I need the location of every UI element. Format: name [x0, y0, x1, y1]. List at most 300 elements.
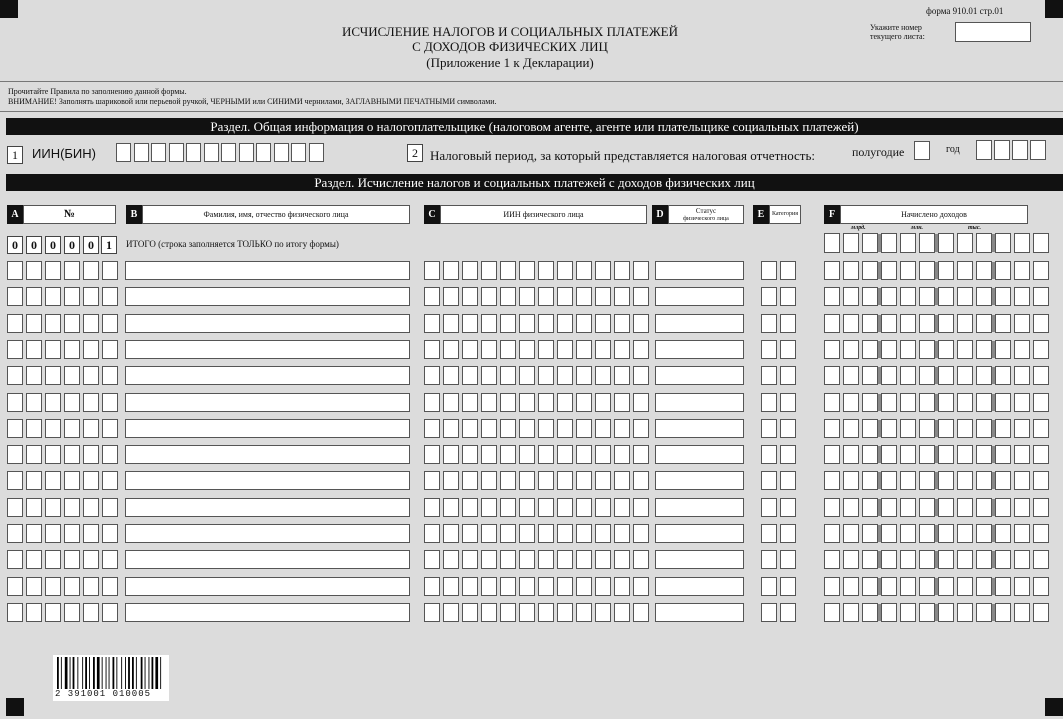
category-digit-cell[interactable] [761, 603, 777, 622]
income-digit-cell[interactable] [919, 498, 935, 517]
iin-digit-cell[interactable] [576, 393, 592, 412]
income-digit-cell[interactable] [843, 471, 859, 490]
iin-digit-cell[interactable] [443, 603, 459, 622]
iin-digit-cell[interactable] [462, 340, 478, 359]
income-digit-cell[interactable] [938, 366, 954, 385]
income-digit-cell[interactable] [995, 445, 1011, 464]
income-digit-cell[interactable] [919, 287, 935, 306]
row-number-digit-cell[interactable] [26, 366, 42, 385]
income-digit-cell[interactable] [843, 340, 859, 359]
iin-digit-cell[interactable] [614, 498, 630, 517]
iin-digit-cell[interactable] [576, 577, 592, 596]
income-digit-cell[interactable] [843, 445, 859, 464]
row-number-digit-cell[interactable] [83, 471, 99, 490]
row-number-digit-cell[interactable] [7, 445, 23, 464]
row-number-digit-cell[interactable] [26, 471, 42, 490]
row-number-digit-cell[interactable] [64, 524, 80, 543]
income-digit-cell[interactable] [938, 577, 954, 596]
iin-digit-cell[interactable] [576, 419, 592, 438]
income-digit-cell[interactable] [824, 366, 840, 385]
row-number-digit-cell[interactable] [7, 393, 23, 412]
row-number-digit-cell[interactable] [102, 498, 118, 517]
iin-digit-cell[interactable] [462, 261, 478, 280]
income-digit-cell[interactable] [938, 498, 954, 517]
iin-digit-cell[interactable] [481, 550, 497, 569]
row-number-digit-cell[interactable] [102, 366, 118, 385]
income-digit-cell[interactable] [900, 261, 916, 280]
income-digit-cell[interactable] [995, 603, 1011, 622]
iin-digit-cell[interactable] [462, 366, 478, 385]
iin-digit-cell[interactable] [462, 603, 478, 622]
income-digit-cell[interactable] [1033, 340, 1049, 359]
iin-digit-cell[interactable] [519, 340, 535, 359]
iin-digit-cell[interactable] [614, 366, 630, 385]
row-number-digit-cell[interactable] [102, 550, 118, 569]
iin-digit-cell[interactable] [462, 498, 478, 517]
full-name-input[interactable] [125, 445, 410, 464]
category-digit-cell[interactable] [761, 393, 777, 412]
iin-digit-cell[interactable] [424, 419, 440, 438]
row-number-digit-cell[interactable] [64, 445, 80, 464]
iin-digit-cell[interactable] [633, 314, 649, 333]
full-name-input[interactable] [125, 261, 410, 280]
iin-digit-cell[interactable] [557, 577, 573, 596]
income-digit-cell[interactable] [919, 419, 935, 438]
income-digit-cell[interactable] [938, 445, 954, 464]
income-digit-cell[interactable] [1014, 524, 1030, 543]
row-number-digit-cell[interactable] [83, 550, 99, 569]
iin-digit-cell[interactable] [633, 577, 649, 596]
income-digit-cell[interactable] [995, 498, 1011, 517]
row-number-digit-cell[interactable] [102, 340, 118, 359]
iin-digit-cell[interactable] [614, 445, 630, 464]
iin-digit-cell[interactable] [500, 498, 516, 517]
iin-digit-cell[interactable] [443, 419, 459, 438]
iin-digit-cell[interactable] [500, 445, 516, 464]
row-number-digit-cell[interactable] [45, 603, 61, 622]
iin-digit-cell[interactable] [519, 287, 535, 306]
income-digit-cell[interactable] [919, 603, 935, 622]
iin-bin-digit-cell[interactable] [151, 143, 166, 162]
row-number-digit-cell[interactable] [83, 498, 99, 517]
category-digit-cell[interactable] [780, 340, 796, 359]
income-digit-cell[interactable] [938, 550, 954, 569]
iin-digit-cell[interactable] [614, 471, 630, 490]
iin-digit-cell[interactable] [614, 261, 630, 280]
category-digit-cell[interactable] [780, 577, 796, 596]
category-digit-cell[interactable] [780, 261, 796, 280]
income-digit-cell[interactable] [938, 603, 954, 622]
row-number-digit-cell[interactable] [45, 314, 61, 333]
iin-digit-cell[interactable] [538, 261, 554, 280]
income-digit-cell[interactable] [824, 261, 840, 280]
status-input[interactable] [655, 287, 744, 306]
income-digit-cell[interactable] [1014, 577, 1030, 596]
income-digit-cell[interactable] [976, 577, 992, 596]
income-digit-cell[interactable] [900, 314, 916, 333]
iin-bin-digit-cell[interactable] [169, 143, 184, 162]
iin-digit-cell[interactable] [595, 603, 611, 622]
iin-digit-cell[interactable] [443, 524, 459, 543]
income-digit-cell[interactable] [976, 287, 992, 306]
category-digit-cell[interactable] [761, 419, 777, 438]
income-digit-cell[interactable] [1014, 340, 1030, 359]
status-input[interactable] [655, 419, 744, 438]
iin-digit-cell[interactable] [424, 550, 440, 569]
income-digit-cell[interactable] [843, 524, 859, 543]
category-digit-cell[interactable] [780, 393, 796, 412]
iin-digit-cell[interactable] [595, 471, 611, 490]
income-digit-cell[interactable] [1014, 603, 1030, 622]
row-number-digit-cell[interactable] [7, 603, 23, 622]
iin-digit-cell[interactable] [576, 340, 592, 359]
income-digit-cell[interactable] [976, 261, 992, 280]
iin-digit-cell[interactable] [633, 524, 649, 543]
iin-digit-cell[interactable] [500, 603, 516, 622]
iin-digit-cell[interactable] [595, 340, 611, 359]
iin-digit-cell[interactable] [633, 445, 649, 464]
row-number-digit-cell[interactable] [64, 261, 80, 280]
income-digit-cell[interactable] [919, 550, 935, 569]
iin-digit-cell[interactable] [576, 498, 592, 517]
category-digit-cell[interactable] [780, 471, 796, 490]
row-number-digit-cell[interactable] [26, 419, 42, 438]
income-digit-cell[interactable] [957, 366, 973, 385]
iin-digit-cell[interactable] [633, 366, 649, 385]
income-digit-cell[interactable] [881, 393, 897, 412]
income-digit-cell[interactable] [881, 340, 897, 359]
iin-digit-cell[interactable] [424, 471, 440, 490]
row-number-digit-cell[interactable] [83, 524, 99, 543]
income-digit-cell[interactable] [824, 314, 840, 333]
income-digit-cell[interactable] [824, 393, 840, 412]
row-number-digit-cell[interactable] [7, 577, 23, 596]
income-digit-cell[interactable] [1014, 419, 1030, 438]
income-digit-cell[interactable] [843, 366, 859, 385]
income-digit-cell[interactable] [1033, 233, 1049, 253]
iin-digit-cell[interactable] [443, 287, 459, 306]
full-name-input[interactable] [125, 498, 410, 517]
iin-digit-cell[interactable] [557, 445, 573, 464]
row-number-digit-cell[interactable] [64, 393, 80, 412]
status-input[interactable] [655, 340, 744, 359]
income-digit-cell[interactable] [995, 261, 1011, 280]
row-number-digit-cell[interactable] [7, 340, 23, 359]
iin-digit-cell[interactable] [633, 603, 649, 622]
category-digit-cell[interactable] [761, 366, 777, 385]
iin-digit-cell[interactable] [538, 550, 554, 569]
iin-digit-cell[interactable] [462, 314, 478, 333]
year-digit-cell[interactable] [1030, 140, 1046, 160]
row-number-digit-cell[interactable] [26, 261, 42, 280]
income-digit-cell[interactable] [1014, 471, 1030, 490]
row-number-digit-cell[interactable] [45, 261, 61, 280]
iin-digit-cell[interactable] [481, 261, 497, 280]
row-number-digit-cell[interactable] [83, 445, 99, 464]
income-digit-cell[interactable] [843, 393, 859, 412]
income-digit-cell[interactable] [919, 340, 935, 359]
row-number-digit-cell[interactable] [64, 419, 80, 438]
row-number-digit-cell[interactable] [7, 314, 23, 333]
full-name-input[interactable] [125, 603, 410, 622]
iin-digit-cell[interactable] [614, 603, 630, 622]
income-digit-cell[interactable] [938, 393, 954, 412]
category-digit-cell[interactable] [761, 314, 777, 333]
iin-digit-cell[interactable] [500, 393, 516, 412]
income-digit-cell[interactable] [919, 445, 935, 464]
status-input[interactable] [655, 393, 744, 412]
income-digit-cell[interactable] [995, 550, 1011, 569]
income-digit-cell[interactable] [957, 577, 973, 596]
income-digit-cell[interactable] [1033, 471, 1049, 490]
iin-digit-cell[interactable] [424, 603, 440, 622]
iin-bin-digit-cell[interactable] [291, 143, 306, 162]
income-digit-cell[interactable] [824, 550, 840, 569]
status-input[interactable] [655, 550, 744, 569]
row-number-digit-cell[interactable] [64, 287, 80, 306]
iin-digit-cell[interactable] [519, 577, 535, 596]
category-digit-cell[interactable] [780, 419, 796, 438]
row-number-digit-cell[interactable] [26, 498, 42, 517]
half-year-input[interactable] [914, 141, 930, 160]
iin-digit-cell[interactable] [500, 471, 516, 490]
income-digit-cell[interactable] [824, 287, 840, 306]
iin-digit-cell[interactable] [481, 524, 497, 543]
row-number-digit-cell[interactable] [83, 366, 99, 385]
income-digit-cell[interactable] [843, 550, 859, 569]
iin-digit-cell[interactable] [538, 603, 554, 622]
income-digit-cell[interactable] [995, 577, 1011, 596]
iin-digit-cell[interactable] [519, 471, 535, 490]
income-digit-cell[interactable] [957, 603, 973, 622]
iin-digit-cell[interactable] [443, 366, 459, 385]
income-digit-cell[interactable] [881, 577, 897, 596]
row-number-digit-cell[interactable] [7, 261, 23, 280]
income-digit-cell[interactable] [919, 577, 935, 596]
income-digit-cell[interactable] [976, 393, 992, 412]
income-digit-cell[interactable] [900, 419, 916, 438]
row-number-digit-cell[interactable] [64, 603, 80, 622]
iin-digit-cell[interactable] [557, 603, 573, 622]
iin-digit-cell[interactable] [443, 471, 459, 490]
iin-digit-cell[interactable] [462, 577, 478, 596]
row-number-digit-cell[interactable] [102, 471, 118, 490]
row-number-digit-cell[interactable] [83, 603, 99, 622]
iin-digit-cell[interactable] [576, 445, 592, 464]
income-digit-cell[interactable] [1014, 550, 1030, 569]
row-number-digit-cell[interactable] [26, 577, 42, 596]
full-name-input[interactable] [125, 287, 410, 306]
status-input[interactable] [655, 261, 744, 280]
income-digit-cell[interactable] [919, 314, 935, 333]
row-number-digit-cell[interactable] [83, 340, 99, 359]
iin-digit-cell[interactable] [557, 366, 573, 385]
income-digit-cell[interactable] [957, 340, 973, 359]
income-digit-cell[interactable] [957, 393, 973, 412]
income-digit-cell[interactable] [900, 445, 916, 464]
row-number-digit-cell[interactable] [45, 393, 61, 412]
iin-digit-cell[interactable] [424, 340, 440, 359]
income-digit-cell[interactable] [976, 524, 992, 543]
income-digit-cell[interactable] [976, 471, 992, 490]
income-digit-cell[interactable] [1033, 445, 1049, 464]
iin-digit-cell[interactable] [614, 419, 630, 438]
status-input[interactable] [655, 445, 744, 464]
iin-digit-cell[interactable] [519, 524, 535, 543]
iin-digit-cell[interactable] [595, 577, 611, 596]
income-digit-cell[interactable] [862, 366, 878, 385]
category-digit-cell[interactable] [780, 524, 796, 543]
income-digit-cell[interactable] [976, 498, 992, 517]
income-digit-cell[interactable] [881, 233, 897, 253]
category-digit-cell[interactable] [761, 550, 777, 569]
iin-digit-cell[interactable] [481, 445, 497, 464]
iin-digit-cell[interactable] [500, 340, 516, 359]
iin-digit-cell[interactable] [633, 550, 649, 569]
category-digit-cell[interactable] [761, 340, 777, 359]
iin-digit-cell[interactable] [424, 314, 440, 333]
income-digit-cell[interactable] [1033, 550, 1049, 569]
row-number-digit-cell[interactable] [64, 550, 80, 569]
iin-digit-cell[interactable] [614, 287, 630, 306]
iin-digit-cell[interactable] [595, 314, 611, 333]
iin-digit-cell[interactable] [538, 498, 554, 517]
iin-digit-cell[interactable] [443, 393, 459, 412]
row-number-digit-cell[interactable] [7, 471, 23, 490]
income-digit-cell[interactable] [824, 471, 840, 490]
income-digit-cell[interactable] [900, 550, 916, 569]
iin-digit-cell[interactable] [481, 314, 497, 333]
iin-digit-cell[interactable] [424, 445, 440, 464]
iin-digit-cell[interactable] [595, 393, 611, 412]
iin-digit-cell[interactable] [424, 577, 440, 596]
iin-digit-cell[interactable] [576, 471, 592, 490]
iin-digit-cell[interactable] [576, 524, 592, 543]
iin-digit-cell[interactable] [462, 393, 478, 412]
iin-digit-cell[interactable] [538, 524, 554, 543]
year-digit-cell[interactable] [1012, 140, 1028, 160]
full-name-input[interactable] [125, 471, 410, 490]
income-digit-cell[interactable] [938, 419, 954, 438]
income-digit-cell[interactable] [862, 577, 878, 596]
iin-digit-cell[interactable] [576, 603, 592, 622]
iin-digit-cell[interactable] [614, 577, 630, 596]
income-digit-cell[interactable] [881, 287, 897, 306]
status-input[interactable] [655, 471, 744, 490]
row-number-digit-cell[interactable] [26, 340, 42, 359]
row-number-digit-cell[interactable] [102, 393, 118, 412]
iin-digit-cell[interactable] [500, 314, 516, 333]
income-digit-cell[interactable] [862, 471, 878, 490]
iin-digit-cell[interactable] [519, 314, 535, 333]
iin-digit-cell[interactable] [500, 524, 516, 543]
income-digit-cell[interactable] [881, 314, 897, 333]
iin-digit-cell[interactable] [481, 419, 497, 438]
row-number-digit-cell[interactable] [83, 419, 99, 438]
income-digit-cell[interactable] [900, 340, 916, 359]
income-digit-cell[interactable] [862, 393, 878, 412]
row-number-digit-cell[interactable] [83, 261, 99, 280]
iin-digit-cell[interactable] [519, 393, 535, 412]
iin-digit-cell[interactable] [595, 498, 611, 517]
income-digit-cell[interactable] [995, 471, 1011, 490]
row-number-digit-cell[interactable] [102, 314, 118, 333]
income-digit-cell[interactable] [957, 471, 973, 490]
iin-digit-cell[interactable] [443, 340, 459, 359]
income-digit-cell[interactable] [843, 577, 859, 596]
row-number-digit-cell[interactable] [45, 550, 61, 569]
income-digit-cell[interactable] [995, 287, 1011, 306]
income-digit-cell[interactable] [976, 445, 992, 464]
iin-digit-cell[interactable] [443, 445, 459, 464]
income-digit-cell[interactable] [900, 471, 916, 490]
category-digit-cell[interactable] [761, 498, 777, 517]
income-digit-cell[interactable] [1014, 314, 1030, 333]
category-digit-cell[interactable] [761, 261, 777, 280]
iin-digit-cell[interactable] [519, 445, 535, 464]
income-digit-cell[interactable] [919, 524, 935, 543]
category-digit-cell[interactable] [780, 314, 796, 333]
iin-digit-cell[interactable] [595, 550, 611, 569]
income-digit-cell[interactable] [1014, 261, 1030, 280]
income-digit-cell[interactable] [1014, 233, 1030, 253]
income-digit-cell[interactable] [1033, 287, 1049, 306]
row-number-digit-cell[interactable] [64, 314, 80, 333]
iin-digit-cell[interactable] [500, 419, 516, 438]
income-digit-cell[interactable] [1033, 524, 1049, 543]
row-number-digit-cell[interactable] [26, 603, 42, 622]
row-number-digit-cell[interactable] [64, 366, 80, 385]
iin-digit-cell[interactable] [538, 287, 554, 306]
income-digit-cell[interactable] [919, 233, 935, 253]
iin-digit-cell[interactable] [500, 577, 516, 596]
iin-digit-cell[interactable] [633, 340, 649, 359]
iin-digit-cell[interactable] [462, 419, 478, 438]
iin-digit-cell[interactable] [557, 393, 573, 412]
iin-digit-cell[interactable] [633, 471, 649, 490]
iin-digit-cell[interactable] [595, 445, 611, 464]
iin-digit-cell[interactable] [538, 340, 554, 359]
income-digit-cell[interactable] [1014, 366, 1030, 385]
row-number-digit-cell[interactable] [64, 340, 80, 359]
iin-bin-digit-cell[interactable] [274, 143, 289, 162]
income-digit-cell[interactable] [938, 524, 954, 543]
iin-digit-cell[interactable] [481, 471, 497, 490]
iin-digit-cell[interactable] [614, 340, 630, 359]
iin-digit-cell[interactable] [424, 366, 440, 385]
row-number-digit-cell[interactable] [45, 366, 61, 385]
income-digit-cell[interactable] [976, 419, 992, 438]
row-number-digit-cell[interactable] [45, 445, 61, 464]
iin-digit-cell[interactable] [595, 287, 611, 306]
iin-digit-cell[interactable] [538, 366, 554, 385]
income-digit-cell[interactable] [1014, 498, 1030, 517]
row-number-digit-cell[interactable] [7, 550, 23, 569]
income-digit-cell[interactable] [957, 524, 973, 543]
iin-digit-cell[interactable] [481, 393, 497, 412]
row-number-digit-cell[interactable] [45, 287, 61, 306]
income-digit-cell[interactable] [843, 314, 859, 333]
row-number-digit-cell[interactable] [102, 287, 118, 306]
full-name-input[interactable] [125, 393, 410, 412]
iin-digit-cell[interactable] [595, 261, 611, 280]
year-digit-cell[interactable] [994, 140, 1010, 160]
income-digit-cell[interactable] [957, 445, 973, 464]
iin-digit-cell[interactable] [443, 577, 459, 596]
income-digit-cell[interactable] [1014, 445, 1030, 464]
income-digit-cell[interactable] [862, 287, 878, 306]
full-name-input[interactable] [125, 577, 410, 596]
